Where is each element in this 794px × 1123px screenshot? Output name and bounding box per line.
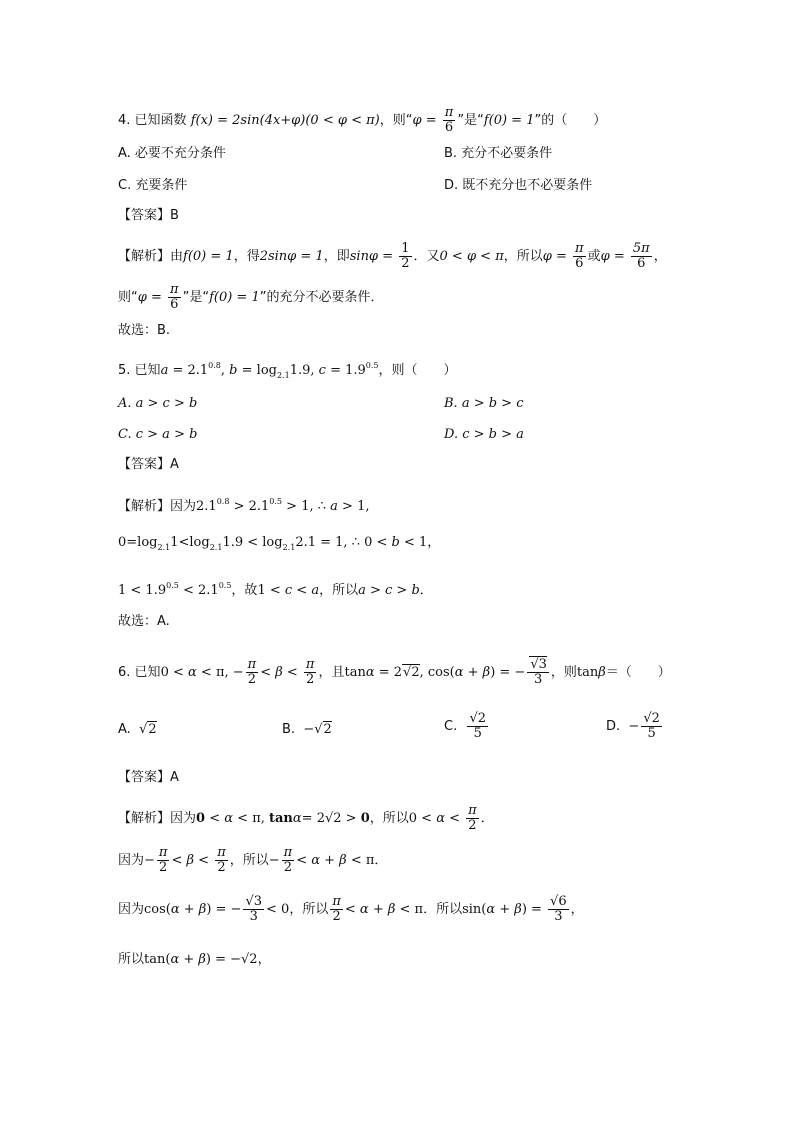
q4-option-b: B. 充分不必要条件 [444,146,553,161]
q6-option-a: A. √2 [118,722,157,737]
q6-option-d: D. − $\frac{√2}{5}$ [606,711,660,741]
q5-conclusion: 故选：A. [118,614,170,629]
q5-stem: 5. 已知$a = 2.1^{0.8}$, $b = \log_{2.1}1.9$, $c = 1.9^{0.5}$，则（ ） [118,361,457,380]
q5-analysis-line-1: 【解析】因为$2.1^{0.8} > 2.1^{0.5} > 1$, ∴ a > 1, [118,497,370,514]
q6-analysis-line-4: 所以tan(α + β) = −√2， [118,952,271,967]
q6-analysis-line-3: 因为cos(α + β) = − $\frac{√3}{3}$ < 0，所以 $\frac{\pi}{2}$ < α + β < π．所以sin(α + β) = $\frac{√6}{3}$ ， [118,894,584,924]
q6-analysis-line-2: 因为− $\frac{\pi}{2}$ < β < $\frac{\pi}{2}$ ，所以− $\frac{\pi}{2}$ < α + β < π． [118,845,388,875]
q6-answer: 【答案】A [118,770,179,785]
q4-conclusion: 故选：B. [118,323,171,338]
q4-analysis-line-2: 则“φ = $\frac{\pi}{6}$ ”是“f(0) = 1”的充分不必要条件． [118,282,384,312]
q5-analysis-line-3: $1 < 1.9^{0.5} < 2.1^{0.5}$，故1 < c < a，所以a > c > b． [118,581,433,598]
q4-option-a: A. 必要不充分条件 [118,146,226,161]
q6-option-b: B. −√2 [282,722,332,737]
q4-analysis-line-1: 【解析】由f(0) = 1，得2sinφ = 1，即sinφ = $\frac{1}{2}$ ．又0 < φ < π，所以φ = $\frac{\pi}{6}$ 或φ = $\frac{5\pi}{6}$ ， [118,241,667,271]
q6-analysis-line-1: 【解析】因为0 < α < π, tanα= 2√2 > 0，所以0 < α < $\frac{\pi}{2}$ ． [118,803,494,833]
q5-option-a: A. a > c > b [118,396,198,411]
q6-option-c: C. $\frac{√2}{5}$ [444,711,487,741]
q4-option-d: D. 既不充分也不必要条件 [444,178,593,193]
q4-pi-over-6: $\frac{\pi}{6}$ [444,105,454,135]
q4-stem: 4. 已知函数 f(x) = 2sin(4x+φ)(0 < φ < π)，则“φ = $\frac{\pi}{6}$ ”是“f(0) = 1”的（ ） [118,105,607,135]
q5-option-c: C. c > a > b [118,427,198,442]
q5-analysis-line-2: $0=\log_{2.1}1<\log_{2.1}1.9 < \log_{2.1}2.1 = 1$, ∴ 0 < b < 1， [118,535,441,552]
q5-option-d: D. c > b > a [444,427,524,442]
q4-answer: 【答案】B [118,208,179,223]
q5-option-b: B. a > b > c [444,396,524,411]
q4-option-c: C. 充要条件 [118,178,188,193]
q6-stem: 6. 已知0 < α < π, − $\frac{\pi}{2}$ < β < $\frac{\pi}{2}$ ，且tanα = 2√2, cos(α + β) = − $\frac{√3}{3}$ ，则tanβ＝（ ） [118,657,671,687]
q5-answer: 【答案】A [118,457,179,472]
